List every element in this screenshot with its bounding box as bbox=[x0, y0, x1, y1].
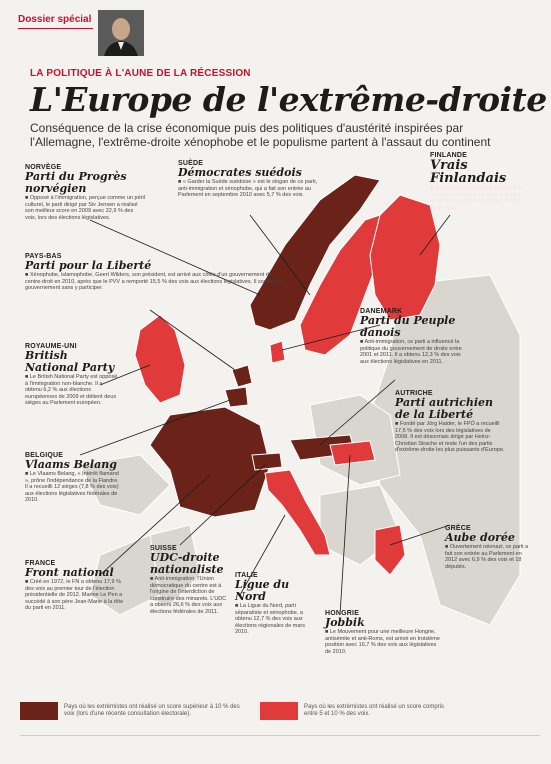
box-desc: ■ Le Mouvement pour une meilleure Hongrie, antisémite et anti-Roms, est arrivé en troisième position avec 16,7 % des voix aux législatives de 2010. bbox=[325, 629, 440, 655]
box-country: BELGIQUE bbox=[25, 452, 64, 459]
box-desc: ■ Le Vlaams Belang, « Intérêt flamand », prône l'indépendance de la Flandre. Il a recueilli 12 sièges (7,8 % des voix) aux élections législatives fédérales de 2010. bbox=[25, 471, 119, 504]
box-suede bbox=[178, 160, 318, 199]
header-rule bbox=[18, 28, 93, 29]
box-country: FINLANDE bbox=[430, 152, 467, 159]
box-party: Parti du Peuple danois bbox=[360, 314, 456, 339]
box-hongrie bbox=[325, 610, 440, 655]
box-desc: ■ Créé en 1972, le FN a obtenu 17,9 % des voix au premier tour de l'élection présidentielle de 2012. Marine Le Pen a succédé à son père Jean-Marie à la tête du parti en 2011. bbox=[25, 579, 124, 612]
denmark-shape bbox=[270, 341, 285, 363]
section-tag: Dossier spécial bbox=[18, 14, 92, 25]
box-paysbas bbox=[25, 253, 285, 292]
box-danemark bbox=[360, 308, 470, 365]
switzerland-shape bbox=[252, 453, 282, 470]
box-desc: ■ Anti-immigration, ce parti a influencé la politique du gouvernement de droite entre 2001 et 2011. Il a obtenu 12,3 % des voix aux élections législatives en 2011. bbox=[360, 339, 462, 365]
box-italie bbox=[235, 572, 320, 636]
box-country: NORVÈGE bbox=[25, 164, 62, 171]
box-party: Vlaams Belang bbox=[25, 458, 117, 471]
article-kicker: LA POLITIQUE À L'AUNE DE LA RÉCESSION bbox=[30, 68, 251, 79]
box-autriche bbox=[395, 390, 505, 454]
box-desc: ■ Opposé à l'immigration, perçue comme un péril culturel, le parti dirigé par Siv Jensen a réalisé son meilleur score en 2009 avec 22,9 % des voix, lors des élections législatives. bbox=[25, 195, 145, 221]
box-norvege bbox=[25, 164, 145, 221]
box-country: ITALIE bbox=[235, 572, 258, 579]
box-party: Front national bbox=[25, 566, 114, 579]
box-party: Jobbik bbox=[325, 616, 365, 629]
legend-swatch-dark bbox=[20, 702, 58, 720]
box-desc: ■ En remportant 39 des 200 sièges du Parlement en 2011, ce parti populaire est arrivé à la troisième place, avec 19 % des voix. bbox=[430, 185, 524, 211]
box-country: ROYAUME-UNI bbox=[25, 343, 77, 350]
box-party: Démocrates suédois bbox=[178, 166, 302, 179]
box-party: Aube dorée bbox=[445, 531, 515, 544]
box-desc: ■ Anti-immigration, l'Union démocratique du centre est à l'origine de l'interdiction de construire des minarets. L'UDC a obtenu 26,6 % des voix aux élections fédérales de 2011. bbox=[150, 576, 227, 615]
box-country: SUÈDE bbox=[178, 160, 204, 167]
box-country: SUISSE bbox=[150, 545, 177, 552]
box-grece bbox=[445, 525, 530, 570]
box-party: Ligue du Nord bbox=[235, 578, 290, 603]
box-party: Parti pour la Liberté bbox=[25, 259, 152, 272]
box-belgique bbox=[25, 452, 120, 504]
box-royaumeuni bbox=[25, 343, 120, 407]
footer-rule bbox=[20, 735, 540, 736]
legend-text-dark: Pays où les extrémistes ont réalisé un score supérieur à 10 % des voix (lors d'une récente consultation électorale). bbox=[64, 704, 240, 717]
box-party: Parti autrichien de la Liberté bbox=[395, 396, 494, 421]
box-suisse bbox=[150, 545, 230, 616]
box-desc: ■ Le British National Party est opposé à l'immigration non-blanche. Il a obtenu 6,2 % aux élections européennes de 2009 et détient deux sièges au Parlement européen. bbox=[25, 374, 118, 407]
box-party: British National Party bbox=[25, 349, 115, 374]
article-title: L'Europe de l'extrême-droite bbox=[30, 80, 547, 119]
box-country: DANEMARK bbox=[360, 308, 403, 315]
box-desc: ■ Fondé par Jörg Haider, le FPÖ a recueilli 17,5 % des voix lors des législatives de 2008. Il est désormais dirigé par Heinz-Christian Strache et reste l'un des partis d'extrême-droite les plus puissants d'Europe. bbox=[395, 421, 505, 454]
box-france bbox=[25, 560, 130, 612]
box-finlande bbox=[430, 152, 528, 211]
box-desc: ■ « Garder la Suède suédoise » est le slogan de ce parti, anti-immigration et xénophobe, qui a fait son entrée au Parlement en septembre 2010 avec 5,7 % des voix. bbox=[178, 179, 318, 199]
box-party: UDC-droite nationaliste bbox=[150, 551, 224, 576]
box-party: Vrais Finlandais bbox=[430, 158, 507, 186]
article-standfirst: Conséquence de la crise économique puis des politiques d'austérité inspirées par l'Allemagne, l'extrême-droite xénophobe et le populisme partent à l'assaut du continent bbox=[30, 121, 491, 149]
box-country: PAYS-BAS bbox=[25, 253, 62, 260]
box-country: HONGRIE bbox=[325, 610, 360, 617]
box-party: Parti du Progrès norvégien bbox=[25, 170, 127, 195]
box-desc: ■ La Ligue du Nord, parti séparatiste et xénophobe, a obtenu 12,7 % des voix aux élections régionales de mars 2010. bbox=[235, 603, 306, 636]
legend-swatch-light bbox=[260, 702, 298, 720]
map-legend bbox=[20, 700, 540, 724]
author-portrait bbox=[98, 10, 144, 56]
box-country: AUTRICHE bbox=[395, 390, 433, 397]
box-country: FRANCE bbox=[25, 560, 56, 567]
box-country: GRÈCE bbox=[445, 525, 471, 532]
box-desc: ■ Ouvertement néonazi, ce parti a fait son entrée au Parlement en 2012 avec 6,9 % des voix et 18 députés. bbox=[445, 544, 529, 570]
legend-text-light: Pays où les extrémistes ont réalisé un score compris entre 5 et 10 % des voix. bbox=[304, 704, 445, 717]
box-desc: ■ Xénophobe, islamophobe, Geert Wilders, son président, est arrivé aux côtés d'un gouvernement de centre-droit en 2010, après que le PVV a remporté 15,5 % des voix aux élections législatives. Il soutient le gouvernement sans y participer. bbox=[25, 272, 284, 292]
